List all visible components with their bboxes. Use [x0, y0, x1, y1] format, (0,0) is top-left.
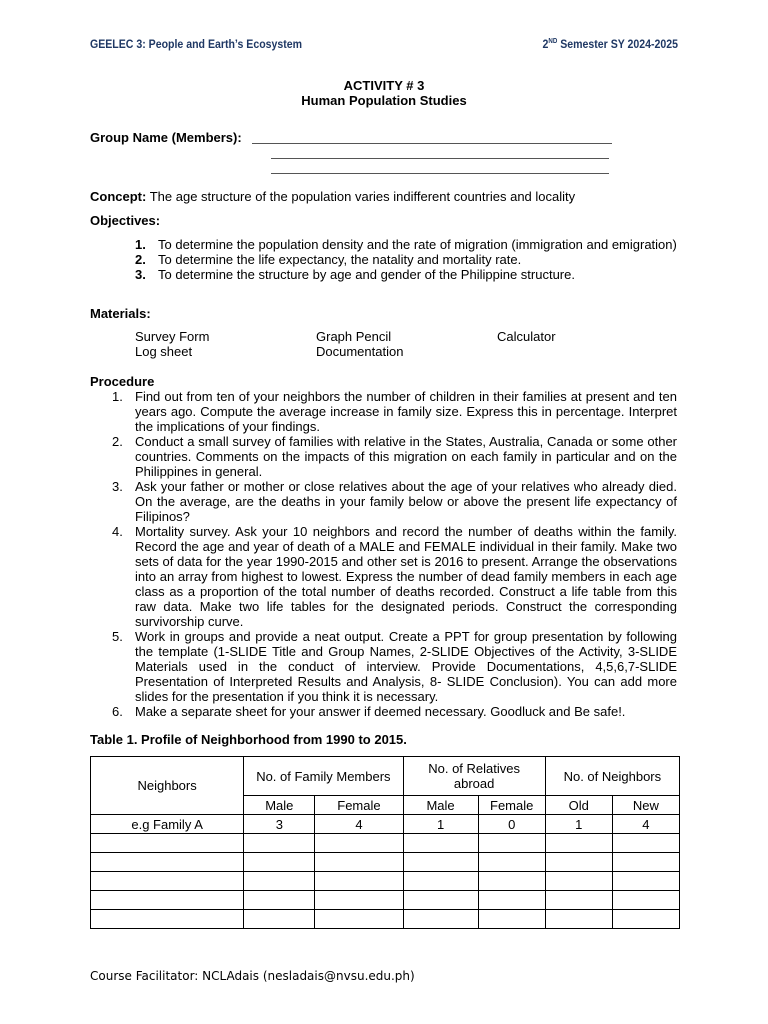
- table-row: [91, 891, 680, 910]
- header-neighbors-count: No. of Neighbors: [545, 757, 679, 796]
- table-cell: [315, 853, 403, 872]
- header-relatives-abroad: No. of Relatives abroad: [403, 757, 545, 796]
- table-cell: 4: [612, 815, 679, 834]
- table-row: [91, 853, 680, 872]
- table-cell: [91, 853, 244, 872]
- objective-text: To determine the population density and the rate of migration (immigration and emigration): [158, 237, 677, 252]
- concept-paragraph: [90, 189, 575, 204]
- procedure-number: 5.: [112, 629, 123, 644]
- material-item: Log sheet: [135, 344, 193, 359]
- table-cell: [545, 872, 612, 891]
- procedure-item: [112, 389, 677, 434]
- table-cell: [545, 910, 612, 929]
- table-row: [91, 872, 680, 891]
- course-facilitator-footer: Course Facilitator: NCLAdais (nesladais@nvsu.edu.ph): [90, 969, 415, 983]
- subheader-male: Male: [403, 796, 478, 815]
- material-item: Survey Form: [135, 329, 210, 344]
- procedure-item: [112, 704, 677, 719]
- material-item: Calculator: [497, 329, 556, 344]
- material-item: Graph Pencil: [316, 329, 392, 344]
- table-cell: 4: [315, 815, 403, 834]
- table-cell: [315, 872, 403, 891]
- concept-label: Concept:: [90, 189, 147, 204]
- table-cell: [612, 872, 679, 891]
- table-cell: [91, 891, 244, 910]
- procedure-number: 4.: [112, 524, 123, 539]
- table-cell: 3: [244, 815, 315, 834]
- table-cell: [545, 853, 612, 872]
- table-row: [91, 910, 680, 929]
- table-cell: [91, 872, 244, 891]
- table-row: [91, 834, 680, 853]
- table-cell: [244, 872, 315, 891]
- table-cell: [91, 910, 244, 929]
- table-cell: [244, 853, 315, 872]
- procedure-number: 6.: [112, 704, 123, 719]
- procedure-list: [112, 389, 677, 719]
- table-cell: [244, 891, 315, 910]
- objective-number: 1.: [135, 237, 146, 252]
- subheader-female: Female: [478, 796, 545, 815]
- procedure-item: [112, 479, 677, 524]
- table-cell: 1: [545, 815, 612, 834]
- table-cell: [91, 834, 244, 853]
- procedure-number: 3.: [112, 479, 123, 494]
- procedure-text: Mortality survey. Ask your 10 neighbors and record the number of deaths within the family. Record the age and year of death of a MALE and FEMALE individual in their family. Make two sets of data for the year 1990-2015 and other set is 2016 to present. Arrange the observations into an array from highest to lowest. Express the number of dead family members in each age class as a proportion of the total number of deaths recorded. Construct a life table from this raw data. Make two life tables for the designated periods. Construct the corresponding survivorship curve.: [135, 524, 677, 629]
- procedure-text: Conduct a small survey of families with relative in the States, Australia, Canada or some other countries. Comments on the impacts of this migration on each family in particular and on the Philippines in general.: [135, 434, 677, 479]
- materials-label: Materials:: [90, 306, 151, 321]
- table-row: [91, 815, 680, 834]
- objective-text: To determine the life expectancy, the natality and mortality rate.: [158, 252, 522, 267]
- table-cell: [315, 910, 403, 929]
- table-header-row: [91, 757, 680, 796]
- table-cell: [612, 891, 679, 910]
- procedure-item: [112, 629, 677, 704]
- group-name-line-3: [271, 173, 609, 174]
- table-cell: 0: [478, 815, 545, 834]
- table-cell: [478, 910, 545, 929]
- table-cell: [315, 891, 403, 910]
- table-cell: [478, 872, 545, 891]
- table-cell: [545, 834, 612, 853]
- procedure-text: Work in groups and provide a neat output. Create a PPT for group presentation by following the template (1-SLIDE Title and Group Names, 2-SLIDE Objectives of the Activity, 3-SLIDE Materials used in the conduct of interview. Provide Documentations, 4,5,6,7-SLIDE Presentation of Interpreted Results and Analysis, 8- SLIDE Conclusion). You can add more slides for the presentation if you think it is necessary.: [135, 629, 677, 704]
- table-cell: [612, 853, 679, 872]
- subheader-new: New: [612, 796, 679, 815]
- table-cell: [612, 910, 679, 929]
- header-family-members: No. of Family Members: [244, 757, 403, 796]
- semester-superscript: ND: [548, 38, 558, 45]
- subheader-old: Old: [545, 796, 612, 815]
- table-cell: [478, 853, 545, 872]
- table-cell: [545, 891, 612, 910]
- activity-subtitle: Human Population Studies: [301, 93, 467, 108]
- group-name-line-1: [252, 143, 612, 144]
- objective-number: 2.: [135, 252, 146, 267]
- table-cell: [403, 910, 478, 929]
- table-cell: [244, 910, 315, 929]
- activity-title: ACTIVITY # 3: [343, 78, 425, 93]
- procedure-text: Find out from ten of your neighbors the number of children in their families at present and ten years ago. Compute the average increase in family size. Express this in percentage. Interpret the implications of your findings.: [135, 389, 677, 434]
- course-header: GEELEC 3: People and Earth’s Ecosystem: [90, 37, 303, 51]
- group-name-label: Group Name (Members):: [90, 130, 242, 145]
- material-item: Documentation: [316, 344, 404, 359]
- table-cell: [478, 891, 545, 910]
- objective-number: 3.: [135, 267, 146, 282]
- semester-number: 2: [542, 37, 549, 51]
- header-neighbors: Neighbors: [91, 757, 244, 815]
- table-cell: [244, 834, 315, 853]
- subheader-male: Male: [244, 796, 315, 815]
- table-cell: [315, 834, 403, 853]
- procedure-number: 2.: [112, 434, 123, 449]
- objective-item: [135, 237, 677, 252]
- procedure-text: Make a separate sheet for your answer if deemed necessary. Goodluck and Be safe!.: [135, 704, 626, 719]
- subheader-female: Female: [315, 796, 403, 815]
- semester-header: [542, 37, 678, 51]
- table-cell: [612, 834, 679, 853]
- objective-item: [135, 252, 677, 267]
- table-cell: e.g Family A: [91, 815, 244, 834]
- concept-text: The age structure of the population varies indifferent countries and locality: [146, 189, 576, 204]
- table-cell: 1: [403, 815, 478, 834]
- procedure-text: Ask your father or mother or close relatives about the age of your relatives who already died. On the average, are the deaths in your family below or above the present life expectancy of Filipinos?: [135, 479, 677, 524]
- neighborhood-table: [90, 756, 680, 929]
- objectives-list: [135, 237, 677, 282]
- procedure-item: [112, 524, 677, 629]
- objective-text: To determine the structure by age and gender of the Philippine structure.: [158, 267, 575, 282]
- table-cell: [403, 834, 478, 853]
- table-cell: [478, 834, 545, 853]
- table-cell: [403, 891, 478, 910]
- table-cell: [403, 853, 478, 872]
- group-name-line-2: [271, 158, 609, 159]
- objective-item: [135, 267, 677, 282]
- procedure-label: Procedure: [90, 374, 155, 389]
- procedure-item: [112, 434, 677, 479]
- procedure-number: 1.: [112, 389, 123, 404]
- table-cell: [403, 872, 478, 891]
- semester-text: Semester SY 2024-2025: [557, 37, 678, 51]
- table-caption: Table 1. Profile of Neighborhood from 1990 to 2015.: [90, 732, 407, 747]
- objectives-label: Objectives:: [90, 213, 161, 228]
